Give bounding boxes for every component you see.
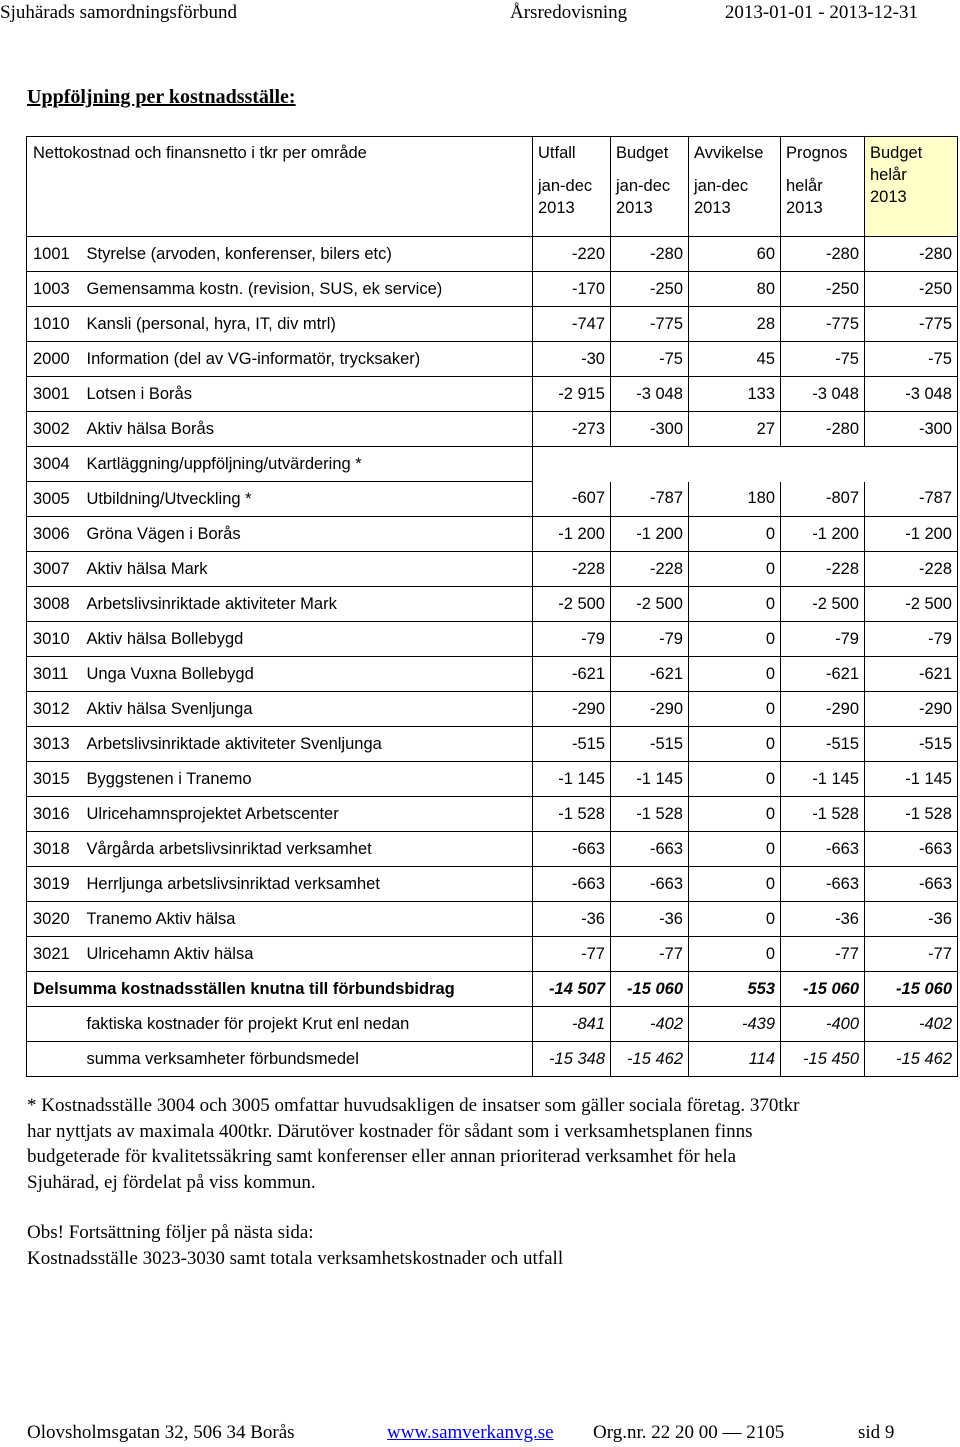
cost-center-code: 3001 (27, 377, 83, 412)
value-utfall: -2 500 (533, 587, 611, 622)
value-utfall: -663 (533, 867, 611, 902)
value-budget: -280 (611, 237, 689, 272)
cost-center-name: Styrelse (arvoden, konferenser, bilers etc) (83, 237, 533, 272)
subtotal-budget: -15 060 (611, 972, 689, 1007)
extra-prognos: -15 450 (781, 1042, 865, 1077)
cost-center-name: Aktiv hälsa Svenljunga (83, 692, 533, 727)
value-budget: -3 048 (611, 377, 689, 412)
value-avvikelse: 0 (689, 832, 781, 867)
table-row (27, 797, 958, 832)
value-budget-helar: -36 (865, 902, 958, 937)
header-budget: Budget jan-dec 2013 (611, 137, 689, 237)
extra-row (27, 1007, 958, 1042)
value-avvikelse: 28 (689, 307, 781, 342)
value-budget-helar: -3 048 (865, 377, 958, 412)
value-prognos: -3 048 (781, 377, 865, 412)
value-utfall: -663 (533, 832, 611, 867)
extra-prognos: -400 (781, 1007, 865, 1042)
table-row (27, 447, 958, 482)
value-budget: -775 (611, 307, 689, 342)
subtotal-budget-helar: -15 060 (865, 972, 958, 1007)
value-budget-helar: -775 (865, 307, 958, 342)
value-utfall: -747 (533, 307, 611, 342)
value-utfall: -515 (533, 727, 611, 762)
value-avvikelse: 0 (689, 692, 781, 727)
value-avvikelse: 0 (689, 902, 781, 937)
header-utfall: Utfall jan-dec 2013 (533, 137, 611, 237)
value-prognos: -290 (781, 692, 865, 727)
table-row (27, 657, 958, 692)
cost-center-name: Ulricehamn Aktiv hälsa (83, 937, 533, 972)
value-budget: -1 200 (611, 517, 689, 552)
value-budget: -663 (611, 867, 689, 902)
extra-utfall: -15 348 (533, 1042, 611, 1077)
subtotal-row (27, 972, 958, 1007)
cost-center-name: Byggstenen i Tranemo (83, 762, 533, 797)
table-row (27, 727, 958, 762)
table-row (27, 867, 958, 902)
cost-center-code: 3006 (27, 517, 83, 552)
cost-center-code: 3018 (27, 832, 83, 867)
value-prognos: -75 (781, 342, 865, 377)
value-avvikelse: 80 (689, 272, 781, 307)
table-row (27, 552, 958, 587)
value-budget: -79 (611, 622, 689, 657)
value-prognos: -79 (781, 622, 865, 657)
value-budget: -787 (611, 482, 689, 517)
header-doc-title: Årsredovisning (510, 2, 628, 23)
table-row (27, 762, 958, 797)
cost-center-code: 3005 (27, 482, 83, 517)
cost-center-code: 3016 (27, 797, 83, 832)
value-prognos: -1 145 (781, 762, 865, 797)
cost-center-name: Arbetslivsinriktade aktiviteter Svenljunga (83, 727, 533, 762)
header-period: 2013-01-01 - 2013-12-31 (724, 2, 918, 23)
table-row (27, 412, 958, 447)
value-budget-helar: -79 (865, 622, 958, 657)
cost-center-code: 2000 (27, 342, 83, 377)
value-budget: -77 (611, 937, 689, 972)
header-prognos: Prognos helår 2013 (781, 137, 865, 237)
footnote-line: Sjuhärad, ej fördelat på viss kommun. (27, 1171, 316, 1193)
value-utfall: -2 915 (533, 377, 611, 412)
footnote-line: * Kostnadsställe 3004 och 3005 omfattar huvudsakligen de insatser som gäller sociala företag. 370tkr (27, 1095, 800, 1116)
value-budget: -2 500 (611, 587, 689, 622)
table-row (27, 377, 958, 412)
cost-center-code: 3013 (27, 727, 83, 762)
cost-center-code: 3021 (27, 937, 83, 972)
value-prognos: -280 (781, 237, 865, 272)
value-avvikelse: 45 (689, 342, 781, 377)
value-prognos: -228 (781, 552, 865, 587)
extra-avvikelse: -439 (689, 1007, 781, 1042)
value-prognos: -663 (781, 832, 865, 867)
subtotal-utfall: -14 507 (533, 972, 611, 1007)
cost-center-code: 3019 (27, 867, 83, 902)
cost-center-name: Gemensamma kostn. (revision, SUS, ek service) (83, 272, 533, 307)
value-prognos: -1 528 (781, 797, 865, 832)
cost-center-code: 1010 (27, 307, 83, 342)
value-utfall: -621 (533, 657, 611, 692)
value-budget: -228 (611, 552, 689, 587)
value-budget: -1 145 (611, 762, 689, 797)
extra-budget-helar: -402 (865, 1007, 958, 1042)
footer-address: Olovsholmsgatan 32, 506 34 Borås (27, 1422, 295, 1443)
value-utfall: -273 (533, 412, 611, 447)
empty-code-cell (27, 1007, 83, 1042)
value-budget-helar: -300 (865, 412, 958, 447)
cost-center-code: 1001 (27, 237, 83, 272)
value-utfall: -1 145 (533, 762, 611, 797)
value-avvikelse: 133 (689, 377, 781, 412)
cost-center-name: Aktiv hälsa Bollebygd (83, 622, 533, 657)
cost-center-name: Arbetslivsinriktade aktiviteter Mark (83, 587, 533, 622)
value-budget-helar: -280 (865, 237, 958, 272)
value-budget-helar: -787 (865, 482, 958, 517)
value-budget-helar: -290 (865, 692, 958, 727)
page-footer (27, 1420, 927, 1446)
footnote (27, 1093, 927, 1195)
value-budget-helar: -77 (865, 937, 958, 972)
cost-table (26, 136, 958, 1077)
table-row (27, 307, 958, 342)
cost-center-name: Kartläggning/uppföljning/utvärdering * (83, 447, 533, 482)
cost-center-name: Kansli (personal, hyra, IT, div mtrl) (83, 307, 533, 342)
value-prognos: -36 (781, 902, 865, 937)
cost-center-name: Ulricehamnsprojektet Arbetscenter (83, 797, 533, 832)
merged-value-gap (533, 447, 958, 482)
value-avvikelse: 0 (689, 622, 781, 657)
value-prognos: -77 (781, 937, 865, 972)
value-budget: -250 (611, 272, 689, 307)
cost-center-name: Herrljunga arbetslivsinriktad verksamhet (83, 867, 533, 902)
value-avvikelse: 0 (689, 727, 781, 762)
value-avvikelse: 0 (689, 762, 781, 797)
extra-row-label: summa verksamheter förbundsmedel (83, 1042, 533, 1077)
footer-orgnr: Org.nr. 22 20 00 — 2105 (593, 1422, 785, 1443)
value-avvikelse: 0 (689, 937, 781, 972)
extra-budget: -15 462 (611, 1042, 689, 1077)
footer-page-number: sid 9 (858, 1422, 895, 1443)
footnote-line: har nyttjats av maximala 400tkr. Därutöver kostnader för sådant som i verksamhetsplanen finns (27, 1120, 753, 1142)
value-utfall: -1 528 (533, 797, 611, 832)
value-avvikelse: 0 (689, 517, 781, 552)
extra-utfall: -841 (533, 1007, 611, 1042)
cost-center-name: Aktiv hälsa Borås (83, 412, 533, 447)
value-avvikelse: 0 (689, 587, 781, 622)
value-budget-helar: -515 (865, 727, 958, 762)
value-utfall: -607 (533, 482, 611, 517)
cost-center-code: 3012 (27, 692, 83, 727)
value-budget-helar: -75 (865, 342, 958, 377)
header-desc: Nettokostnad och finansnetto i tkr per område (27, 137, 533, 237)
subtotal-prognos: -15 060 (781, 972, 865, 1007)
cost-center-name: Vårgårda arbetslivsinriktad verksamhet (83, 832, 533, 867)
subtotal-avvikelse: 553 (689, 972, 781, 1007)
continuation-note (27, 1220, 927, 1271)
value-prognos: -621 (781, 657, 865, 692)
table-row (27, 272, 958, 307)
page-title: Uppföljning per kostnadsställe: (27, 86, 296, 108)
table-row (27, 237, 958, 272)
extra-budget: -402 (611, 1007, 689, 1042)
value-utfall: -30 (533, 342, 611, 377)
value-prognos: -250 (781, 272, 865, 307)
continuation-line: Kostnadsställe 3023-3030 samt totala verksamhetskostnader och utfall (27, 1247, 564, 1269)
empty-code-cell (27, 1042, 83, 1077)
value-prognos: -663 (781, 867, 865, 902)
table-row (27, 587, 958, 622)
cost-center-code: 3002 (27, 412, 83, 447)
footer-website-link[interactable]: www.samverkanvg.se (387, 1422, 554, 1443)
value-budget: -290 (611, 692, 689, 727)
value-avvikelse: 0 (689, 867, 781, 902)
cost-center-code: 3011 (27, 657, 83, 692)
value-avvikelse: 60 (689, 237, 781, 272)
value-budget: -300 (611, 412, 689, 447)
value-budget-helar: -1 200 (865, 517, 958, 552)
continuation-line: Obs! Fortsättning följer på nästa sida: (27, 1222, 314, 1243)
cost-center-name: Gröna Vägen i Borås (83, 517, 533, 552)
page-header (0, 0, 960, 26)
extra-avvikelse: 114 (689, 1042, 781, 1077)
cost-center-name: Utbildning/Utveckling * (83, 482, 533, 517)
value-budget: -621 (611, 657, 689, 692)
cost-center-code: 3007 (27, 552, 83, 587)
table-row (27, 517, 958, 552)
cost-center-code: 3020 (27, 902, 83, 937)
cost-center-name: Tranemo Aktiv hälsa (83, 902, 533, 937)
value-avvikelse: 27 (689, 412, 781, 447)
value-budget-helar: -250 (865, 272, 958, 307)
cost-center-name: Unga Vuxna Bollebygd (83, 657, 533, 692)
value-budget-helar: -1 528 (865, 797, 958, 832)
value-budget: -663 (611, 832, 689, 867)
value-utfall: -228 (533, 552, 611, 587)
cost-center-code: 1003 (27, 272, 83, 307)
table-row (27, 902, 958, 937)
value-budget: -1 528 (611, 797, 689, 832)
table-row (27, 937, 958, 972)
value-budget-helar: -621 (865, 657, 958, 692)
value-prognos: -775 (781, 307, 865, 342)
subtotal-label: Delsumma kostnadsställen knutna till förbundsbidrag (27, 972, 533, 1007)
value-prognos: -2 500 (781, 587, 865, 622)
cost-center-name: Information (del av VG-informatör, trycksaker) (83, 342, 533, 377)
value-avvikelse: 0 (689, 797, 781, 832)
value-avvikelse: 0 (689, 657, 781, 692)
value-utfall: -79 (533, 622, 611, 657)
value-budget-helar: -228 (865, 552, 958, 587)
value-utfall: -77 (533, 937, 611, 972)
value-budget: -75 (611, 342, 689, 377)
value-utfall: -220 (533, 237, 611, 272)
value-utfall: -1 200 (533, 517, 611, 552)
value-avvikelse: 0 (689, 552, 781, 587)
table-row (27, 622, 958, 657)
table-header-row (27, 137, 958, 237)
value-utfall: -36 (533, 902, 611, 937)
value-budget-helar: -1 145 (865, 762, 958, 797)
extra-budget-helar: -15 462 (865, 1042, 958, 1077)
value-prognos: -515 (781, 727, 865, 762)
value-budget: -36 (611, 902, 689, 937)
cost-center-code: 3015 (27, 762, 83, 797)
cost-center-code: 3010 (27, 622, 83, 657)
header-avvikelse: Avvikelse jan-dec 2013 (689, 137, 781, 237)
value-utfall: -290 (533, 692, 611, 727)
value-budget-helar: -663 (865, 832, 958, 867)
value-utfall: -170 (533, 272, 611, 307)
cost-center-code: 3004 (27, 447, 83, 482)
table-row (27, 692, 958, 727)
header-budget-helar: Budget helår 2013 (865, 137, 958, 237)
value-prognos: -280 (781, 412, 865, 447)
extra-row (27, 1042, 958, 1077)
extra-row-label: faktiska kostnader för projekt Krut enl nedan (83, 1007, 533, 1042)
table-row (27, 832, 958, 867)
table-row (27, 342, 958, 377)
table-row (27, 482, 958, 517)
value-prognos: -1 200 (781, 517, 865, 552)
value-budget-helar: -2 500 (865, 587, 958, 622)
cost-center-name: Lotsen i Borås (83, 377, 533, 412)
cost-center-name: Aktiv hälsa Mark (83, 552, 533, 587)
cost-center-code: 3008 (27, 587, 83, 622)
value-budget-helar: -663 (865, 867, 958, 902)
value-avvikelse: 180 (689, 482, 781, 517)
value-budget: -515 (611, 727, 689, 762)
value-prognos: -807 (781, 482, 865, 517)
header-org: Sjuhärads samordningsförbund (0, 2, 237, 23)
footnote-line: budgeterade för kvalitetssäkring samt konferenser eller annan prioriterad verksamhet för hela (27, 1146, 737, 1167)
